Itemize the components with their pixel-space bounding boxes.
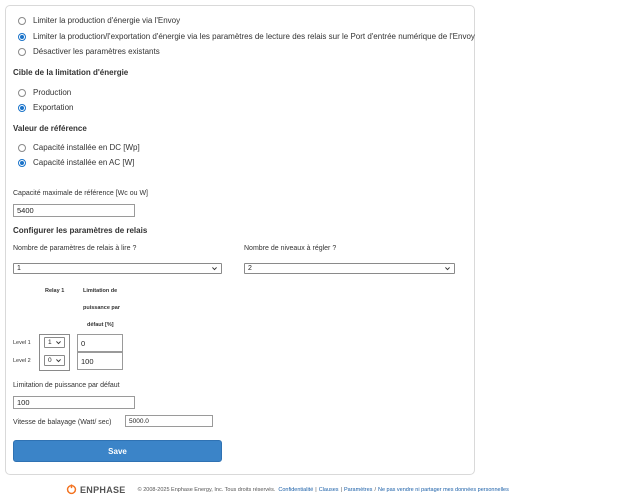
row-label-level1: Level 1 [13, 340, 31, 346]
level1-relay-select[interactable] [44, 337, 65, 348]
default-limit-value: 100 [17, 398, 30, 407]
relay-count-label: Nombre de paramètres de relais à lire ? [13, 245, 137, 252]
max-capacity-label: Capacité maximale de référence [Wc ou W] [13, 190, 148, 197]
chevron-down-icon [211, 265, 218, 272]
brand-name: ENPHASE [80, 484, 126, 495]
table-header-limit-line1: Limitation de [83, 288, 118, 294]
save-button[interactable] [13, 440, 222, 462]
table-header-limit-line3: défaut [%] [87, 322, 114, 328]
radio-dc-capacity-label: Capacité installée en DC [Wp] [33, 143, 140, 152]
radio-exportation-label: Exportation [33, 103, 74, 112]
radio-ac-capacity-label: Capacité installée en AC [W] [33, 158, 135, 167]
radio-dc-capacity-circle[interactable] [18, 144, 26, 152]
footer-link-do-not-sell[interactable]: Ne pas vendre ni partager mes données personnelles [377, 486, 509, 493]
radio-disable-circle[interactable] [18, 48, 26, 56]
footer-separator: | [315, 486, 317, 493]
default-limit-input[interactable] [13, 396, 135, 409]
level2-limit-input[interactable] [77, 352, 123, 370]
chevron-down-icon [55, 357, 62, 364]
scan-speed-value: 5000.0 [129, 417, 149, 425]
level2-limit-value: 100 [81, 356, 94, 366]
radio-disable[interactable] [18, 47, 160, 56]
default-limit-label: Limitation de puissance par défaut [13, 382, 120, 389]
footer-link-privacy[interactable]: Confidentialité [278, 486, 314, 493]
relay-count-value: 1 [17, 265, 21, 272]
level1-limit-value: 0 [81, 338, 86, 348]
row-label-level2: Level 2 [13, 358, 31, 364]
chevron-down-icon [55, 339, 62, 346]
chevron-down-icon [444, 265, 451, 272]
enphase-logo-icon [66, 484, 77, 495]
radio-limit-envoy[interactable] [18, 16, 180, 25]
radio-exportation-circle[interactable] [18, 104, 26, 112]
level2-relay-value: 0 [48, 357, 52, 364]
radio-disable-label: Désactiver les paramètres existants [33, 47, 160, 56]
scan-speed-input[interactable] [125, 415, 213, 427]
table-header-limit-line2: puissance par [83, 305, 120, 311]
footer-separator: | [340, 486, 342, 493]
radio-limit-relay[interactable] [18, 32, 475, 41]
radio-limit-relay-circle[interactable] [18, 33, 26, 41]
radio-production-label: Production [33, 88, 72, 97]
max-capacity-value: 5400 [17, 206, 34, 215]
radio-ac-capacity[interactable] [18, 158, 134, 167]
scan-speed-label: Vitesse de balayage (Watt/ sec) [13, 419, 112, 426]
radio-limit-envoy-circle[interactable] [18, 17, 26, 25]
level2-relay-select[interactable] [44, 355, 65, 366]
radio-limit-relay-label: Limiter la production/l'exportation d'énergie via les paramètres de lecture des relais sur le Port d'entrée numérique de l'Envoy [33, 32, 475, 41]
relay-count-select[interactable] [13, 263, 222, 274]
levels-value: 2 [248, 265, 252, 272]
target-section-title: Cible de la limitation d'énergie [13, 68, 129, 77]
reference-section-title: Valeur de référence [13, 124, 87, 133]
level1-relay-value: 1 [48, 339, 52, 346]
radio-exportation[interactable] [18, 103, 73, 112]
radio-production[interactable] [18, 88, 71, 97]
level1-limit-input[interactable] [77, 334, 123, 352]
radio-production-circle[interactable] [18, 89, 26, 97]
footer-link-settings[interactable]: Paramètres [344, 486, 373, 493]
save-button-label: Save [108, 446, 127, 456]
radio-ac-capacity-circle[interactable] [18, 159, 26, 167]
levels-label: Nombre de niveaux à régler ? [244, 245, 337, 252]
footer-link-terms[interactable]: Clauses [318, 486, 339, 493]
table-header-relay: Relay 1 [45, 288, 65, 294]
levels-select[interactable] [244, 263, 455, 274]
relay-config-title: Configurer les paramètres de relais [13, 226, 148, 235]
radio-limit-envoy-label: Limiter la production d'énergie via l'Envoy [33, 16, 181, 25]
footer-separator: / [374, 486, 376, 493]
max-capacity-input[interactable] [13, 204, 135, 217]
enphase-logo [66, 484, 126, 495]
footer-copyright: © 2008-2025 Enphase Energy, Inc. Tous droits réservés. [137, 486, 276, 493]
radio-dc-capacity[interactable] [18, 143, 140, 152]
footer [66, 484, 509, 495]
